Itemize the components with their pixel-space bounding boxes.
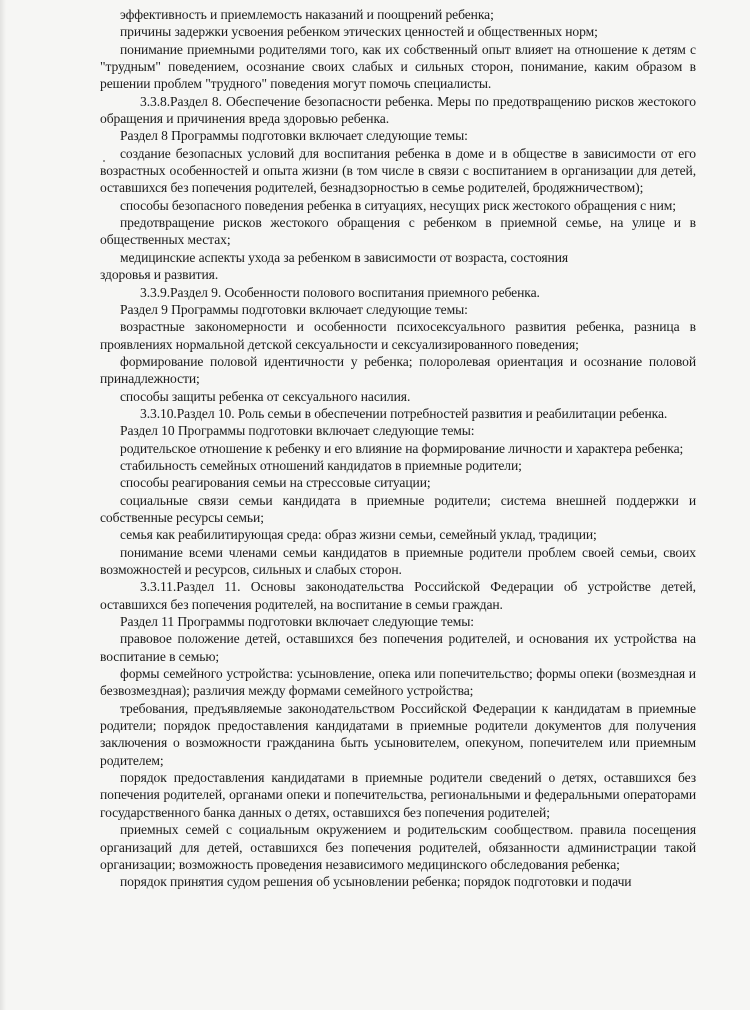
section-heading-8 [100, 93, 696, 128]
section-title: Раздел 8. Обеспечение безопасности ребенка. Меры по предотвращению рисков жестокого обращения и причинения вреда здоровью ребенка. [100, 93, 696, 127]
section-title: Раздел 9. Особенности полового воспитания приемного ребенка. [170, 284, 540, 300]
topic-item: способы реагирования семьи на стрессовые ситуации; [120, 475, 431, 491]
topic-item: порядок принятия судом решения об усыновлении ребенка; порядок подготовки и подачи [120, 874, 632, 890]
section-number: 3.3.10. [140, 405, 177, 421]
section-title: Раздел 10. Роль семьи в обеспечении потребностей развития и реабилитации ребенка. [176, 405, 668, 421]
topic-item: родительское отношение к ребенку и его влияние на формирование личности и характера ребенка; [120, 440, 684, 456]
scan-edge [0, 0, 6, 1010]
section-intro: Раздел 8 Программы подготовки включает следующие темы: [120, 128, 468, 144]
section-intro: Раздел 11 Программы подготовки включает следующие темы: [120, 614, 474, 630]
topic-item: способы безопасного поведения ребенка в ситуациях, несущих риск жестокого обращения с ним; [120, 197, 676, 213]
section-number: 3.3.8. [140, 93, 170, 109]
section-title: Раздел 11. Основы законодательства Российской Федерации об устройстве детей, оставшихся без попечения родителей, на воспитание в семьи граждан. [100, 579, 696, 612]
topic-item: социальные связи семьи кандидата в приемные родители; система внешней поддержки и собственные ресурсы семьи; [100, 492, 696, 525]
topic-item: требования, предъявляемые законодательством Российской Федерации к кандидатам в приемные родители; порядок предоставления кандидатами в приемные родители документов для получения заключения о возможности гражданина быть усыновителем, опекуном, попечителем или приемным родителем; [100, 700, 696, 768]
topic-item-continued: здоровья и развития. [100, 267, 219, 283]
topic-item: приемных семей с социальным окружением и родительским сообществом. правила посещения организаций для детей, оставшихся без попечения родителей, обязанности администрации такой организации; возможность проведения независимого медицинского обследования ребенка; [100, 822, 696, 872]
topic-item: правовое положение детей, оставшихся без попечения родителей, и основания их устройства на воспитание в семью; [100, 631, 696, 664]
topic-item: порядок предоставления кандидатами в приемные родители сведений о детях, оставшихся без попечения родителей, органами опеки и попечительства, региональными и федеральными операторами государственного банка данных о детях, оставшихся без попечения родителей; [100, 770, 696, 820]
paragraph: эффективность и приемлемость наказаний и поощрений ребенка; [120, 7, 494, 22]
topic-item: возрастные закономерности и особенности психосексуального развития ребенка, разница в проявлениях нормальной детской сексуальности и сексуализированного поведения; [100, 319, 696, 352]
section-intro: Раздел 9 Программы подготовки включает следующие темы: [120, 301, 468, 317]
topic-item: медицинские аспекты ухода за ребенком в зависимости от возраста, состояния [120, 249, 569, 265]
section-number: 3.3.9. [140, 284, 170, 300]
topic-item: семья как реабилитирующая среда: образ жизни семьи, семейный уклад, традиции; [120, 527, 597, 543]
topic-item: предотвращение рисков жестокого обращения с ребенком в приемной семье, на улице и в общественных местах; [100, 215, 696, 248]
section-heading-9 [100, 284, 696, 301]
section-heading-10 [100, 405, 696, 422]
document-body [100, 6, 696, 891]
section-heading-11 [100, 578, 696, 613]
section-intro: Раздел 10 Программы подготовки включает следующие темы: [120, 423, 475, 439]
topic-item: формирование половой идентичности у ребенка; полоролевая ориентация и осознание половой принадлежности; [100, 353, 696, 387]
paragraph: причины задержки усвоения ребенком этических ценностей и общественных норм; [120, 24, 598, 40]
topic-item: создание безопасных условий для воспитания ребенка в доме и в обществе в зависимости от его возрастных особенностей и опыта жизни (в том числе в связи с воспитанием в организации для детей, оставшихся без попечения родителей, безнадзорностью в семье родителей, бродяжничеством); [100, 145, 696, 196]
topic-item: формы семейного устройства: усыновление, опека или попечительство; формы опеки (возмездная и безвозмездная); различия между формами семейного устройства; [100, 666, 696, 699]
topic-item: понимание всеми членами семьи кандидатов в приемные родители проблем своей семьи, своих возможностей и ресурсов, сильных и слабых сторон. [100, 544, 696, 577]
section-number: 3.3.11. [140, 579, 177, 595]
topic-item: стабильность семейных отношений кандидатов в приемные родители; [120, 457, 522, 473]
paragraph: понимание приемными родителями того, как их собственный опыт влияет на отношение к детям с "трудным" поведением, осознание своих слабых и сильных сторон, понимание, каким образом в решении проблем "трудного" поведения могут помочь специалисты. [100, 41, 696, 92]
topic-item: способы защиты ребенка от сексуального насилия. [120, 388, 411, 404]
